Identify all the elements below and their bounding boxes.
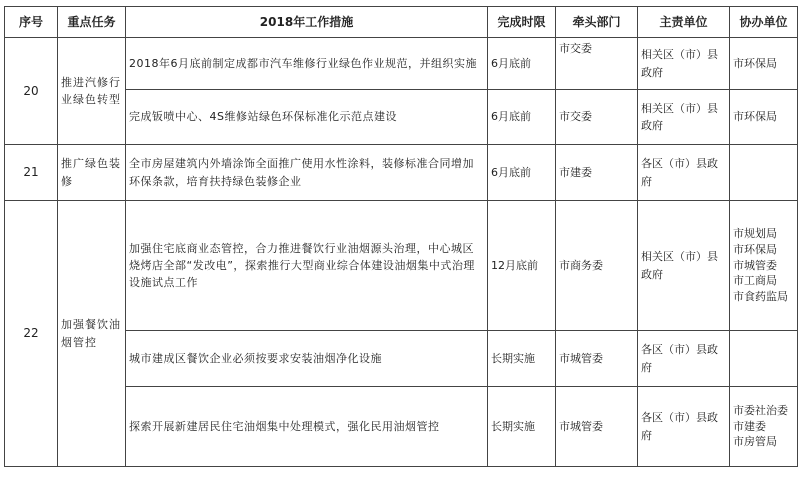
owner-cell: 各区（市）县政府 <box>638 387 730 467</box>
measure-cell: 完成钣喷中心、4S维修站绿色环保标准化示范点建设 <box>126 90 488 145</box>
header-measure: 2018年工作措施 <box>126 7 488 38</box>
header-lead: 牵头部门 <box>556 7 638 38</box>
header-owner: 主责单位 <box>638 7 730 38</box>
measure-cell: 2018年6月底前制定成都市汽车维修行业绿色作业规范，并组织实施 <box>126 38 488 90</box>
table-row <box>5 201 798 331</box>
lead-cell: 市商务委 <box>556 201 638 331</box>
deadline-cell: 6月底前 <box>488 145 556 201</box>
header-task: 重点任务 <box>58 7 126 38</box>
owner-cell: 各区（市）县政府 <box>638 145 730 201</box>
task-cell: 推广绿色装修 <box>58 145 126 201</box>
owner-cell: 相关区（市）县政府 <box>638 38 730 90</box>
deadline-cell: 6月底前 <box>488 38 556 90</box>
lead-cell: 市城管委 <box>556 331 638 387</box>
row-number: 21 <box>5 145 58 201</box>
row-number: 22 <box>5 201 58 467</box>
assist-cell: 市环保局 <box>730 38 798 90</box>
document-page <box>4 6 798 467</box>
deadline-cell: 12月底前 <box>488 201 556 331</box>
table-row <box>5 38 798 90</box>
measure-cell: 探索开展新建居民住宅油烟集中处理模式，强化民用油烟管控 <box>126 387 488 467</box>
table-header <box>5 7 798 38</box>
task-cell: 推进汽修行业绿色转型 <box>58 38 126 145</box>
row-number: 20 <box>5 38 58 145</box>
owner-cell: 相关区（市）县政府 <box>638 90 730 145</box>
deadline-cell: 长期实施 <box>488 387 556 467</box>
lead-cell: 市交委 <box>556 90 638 145</box>
assist-cell: 市委社治委 市建委 市房管局 <box>730 387 798 467</box>
assist-cell <box>730 331 798 387</box>
measure-cell: 加强住宅底商业态管控，合力推进餐饮行业油烟源头治理，中心城区烧烤店全部“发改电”，探索推行大型商业综合体建设油烟集中式治理设施试点工作 <box>126 201 488 331</box>
header-assist: 协办单位 <box>730 7 798 38</box>
assist-cell: 市环保局 <box>730 90 798 145</box>
owner-cell: 相关区（市）县政府 <box>638 201 730 331</box>
assist-cell <box>730 145 798 201</box>
work-measures-table <box>4 6 798 467</box>
measure-cell: 城市建成区餐饮企业必须按要求安装油烟净化设施 <box>126 331 488 387</box>
table-body <box>5 38 798 467</box>
table-row <box>5 145 798 201</box>
assist-cell: 市规划局 市环保局 市城管委 市工商局 市食药监局 <box>730 201 798 331</box>
measure-cell: 全市房屋建筑内外墙涂饰全面推广使用水性涂料，装修标准合同增加环保条款，培育扶持绿色装修企业 <box>126 145 488 201</box>
header-no: 序号 <box>5 7 58 38</box>
deadline-cell: 长期实施 <box>488 331 556 387</box>
lead-cell: 市城管委 <box>556 387 638 467</box>
lead-cell: 市建委 <box>556 145 638 201</box>
task-cell: 加强餐饮油烟管控 <box>58 201 126 467</box>
header-deadline: 完成时限 <box>488 7 556 38</box>
header-row <box>5 7 798 38</box>
owner-cell: 各区（市）县政府 <box>638 331 730 387</box>
lead-cell: 市交委 <box>556 38 638 90</box>
deadline-cell: 6月底前 <box>488 90 556 145</box>
